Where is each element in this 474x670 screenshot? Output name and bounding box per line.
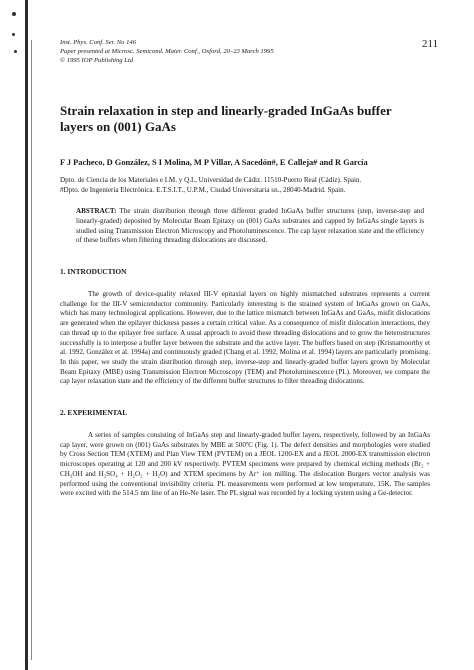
header-line: Paper presented at Microsc. Semicond. Mater. Conf., Oxford, 20–23 March 1995 — [60, 48, 274, 55]
paper-page — [60, 38, 430, 499]
title-line: Strain relaxation in step and linearly-graded InGaAs buffer — [60, 103, 392, 118]
scan-edge-bar — [25, 0, 28, 670]
abstract — [76, 207, 424, 246]
section-heading-introduction: 1. INTRODUCTION — [60, 267, 127, 276]
abstract-text: The strain distribution through three different graded InGaAs buffer structures (step, inverse-step and linearly-graded) deposited by Molecular Beam Epitaxy on (001) GaAs substrates and capped by InGaAs single layers is studied using Transmission Electron Microscopy and Photoluminescence. The cap layer relaxation state and the efficiency of these buffers when filtering threading dislocations are discussed. — [76, 207, 424, 245]
affiliations — [60, 176, 430, 195]
paper-title — [60, 103, 430, 135]
journal-header — [60, 38, 430, 65]
experimental-paragraph: A series of samples consisting of InGaAs step and linearly-graded buffer layers, respectively, followed by an InGaAs cap layer, were grown on (001) GaAs substrates by MBE at 500ºC (Fig. 1). The defect densities and morphologies were studied by Cross Section TEM (XTEM) and Plan View TEM (PVTEM) on a JEOL 1200-EX and a JEOL 2000-EX transmission electron microscopes operating at 120 and 200 kV respectively. PVTEM specimens were prepared by chemical etching methods (Br₂ + CH₃OH and H₂SO₄ + H₂O₂ + H₂O) and XTEM specimens by Ar⁺ ion milling. The dislocation Burgers vector analysis was performed using the conventional invisibility criteria. PL measurements were performed at low temperature, 15K. The samples were excited with the 514.5 nm line of an He-Ne laser. The PL signal was recorded by a locking system using a Ge-detector. — [60, 431, 430, 498]
affiliation: Dpto. de Ciencia de los Materiales e I.M. y Q.I., Universidad de Cádiz. 11510-Puerto Real (Cádiz). Spain. — [60, 176, 362, 184]
introduction-paragraph: The growth of device-quality relaxed III-V epitaxial layers on highly mismatched substrates represents a current challenge for the III-V semiconductor community. Particularly interesting is the strained system of InGaAs grown on GaAs, which has many technological applications. However, due to the lattice mismatch between InGaAs and GaAs, misfit dislocations are generated when the epilayer thickness passes a certain critical value. As a consequence of misfit dislocation interactions, they can thread up to the epilayer free surface. A usual approach to avoid these threading dislocations and to grow the heterostructures successfully is to interpose a buffer layer between the substrate and the active layer. The buffers based on step (Krisnamoorthy et al. 1992, González et al. 1994a) and continuously graded (Chang et al. 1992, Molina et al. 1994) layers are particularly promising. In this paper, we study the strain distribution through step, inverse-step and linearly-graded buffer layers grown by Molecular Beam Epitaxy (MBE) using Transmission Electron Microscopy (TEM) and Photoluminescence (PL). Moreover, we compare the cap layer relaxation state and the efficiency of the different buffer structures to filter threading dislocations. — [60, 290, 430, 386]
scan-spot — [12, 12, 16, 16]
title-line: layers on (001) GaAs — [60, 119, 176, 134]
scan-edge-line — [31, 40, 32, 660]
header-line: Inst. Phys. Conf. Ser. No 146 — [60, 39, 137, 46]
affiliation: #Dpto. de Ingeniería Electrónica. E.T.S.I.T., U.P.M., Ciudad Universitaria sn., 28040-Madrid. Spain. — [60, 185, 346, 194]
page-number: 211 — [422, 38, 439, 50]
author-list: F J Pacheco, D González, S I Molina, M P Villar, A Sacedón#, E Calleja# and R García — [60, 158, 368, 167]
section-heading-experimental: 2. EXPERIMENTAL — [60, 408, 128, 418]
scan-spot — [12, 33, 15, 36]
abstract-label: ABSTRACT: — [76, 207, 117, 216]
scan-spot — [14, 50, 17, 53]
header-line: © 1995 IOP Publishing Ltd — [60, 57, 134, 64]
